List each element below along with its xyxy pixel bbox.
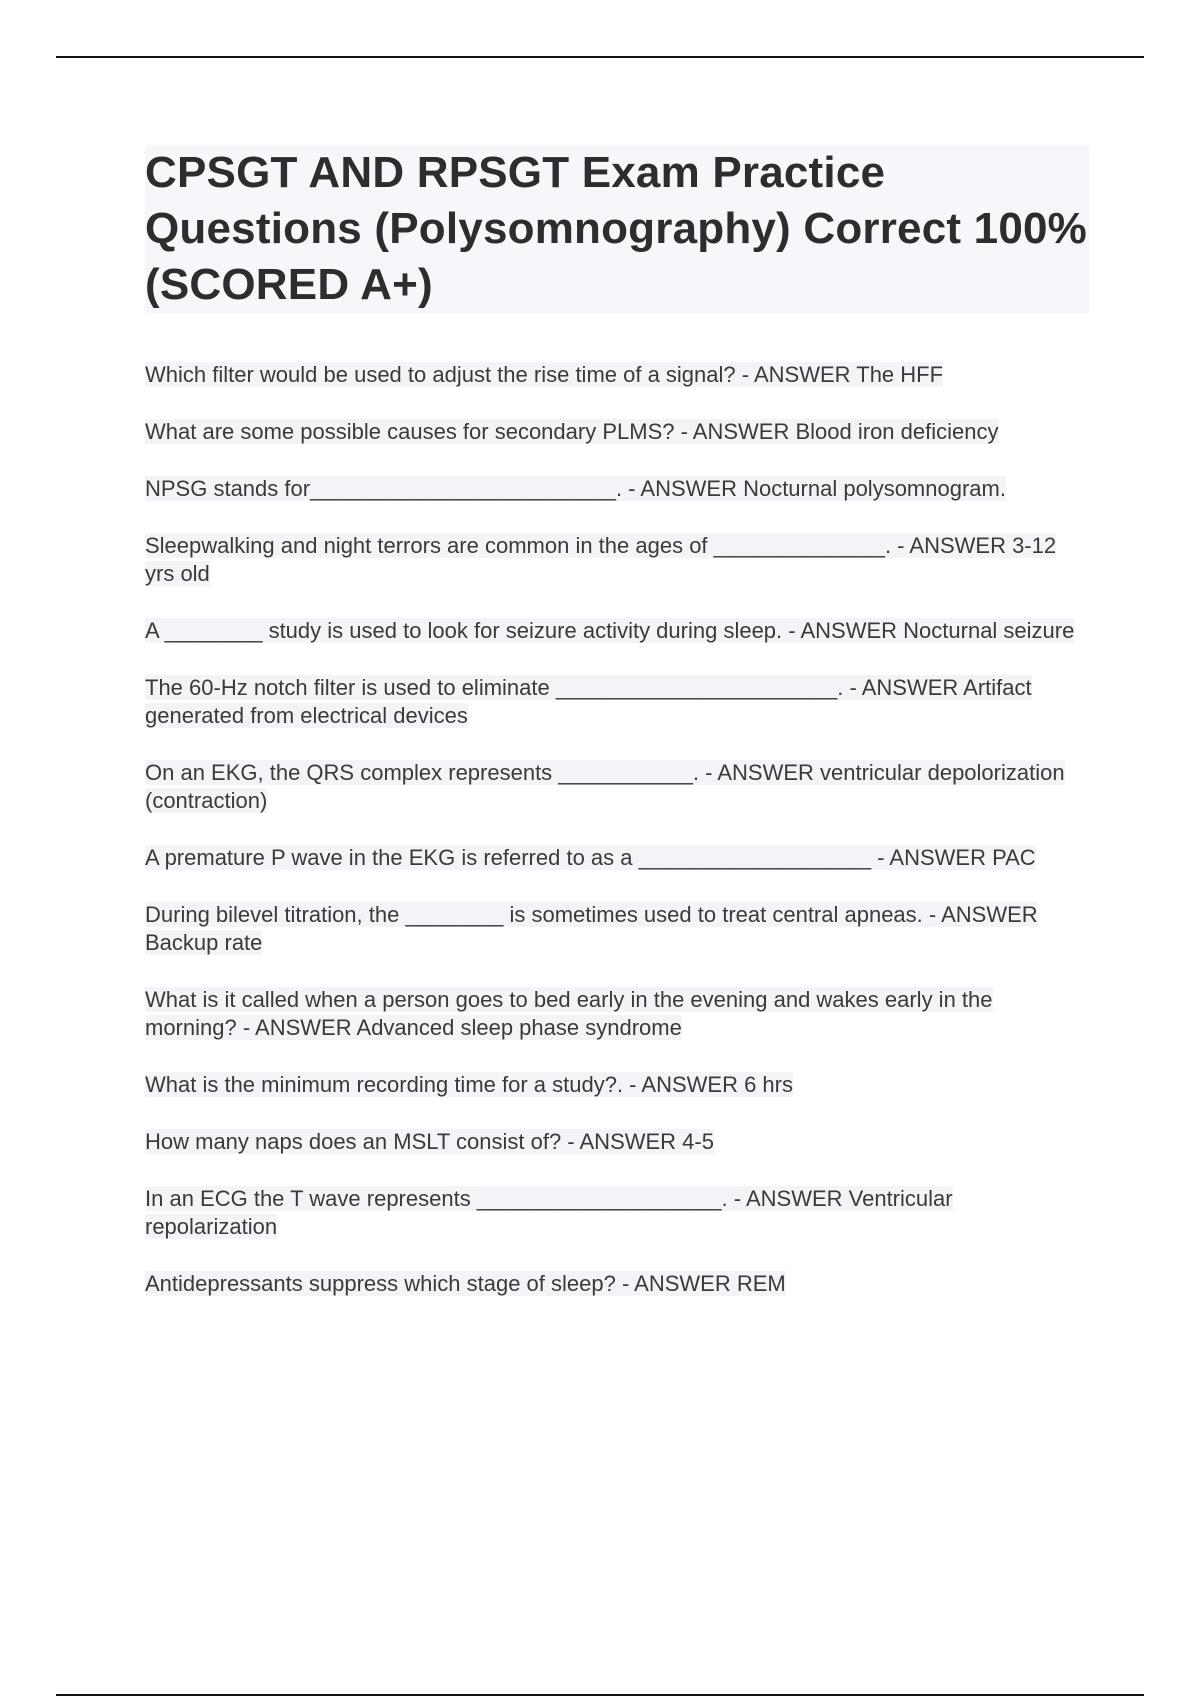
qa-item [145,1071,1090,1099]
qa-item [145,1185,1090,1241]
qa-text: A ________ study is used to look for seizure activity during sleep. - ANSWER Nocturnal seizure [145,618,1075,643]
qa-text: What are some possible causes for secondary PLMS? - ANSWER Blood iron deficiency [145,419,999,444]
qa-text: On an EKG, the QRS complex represents ___________. - ANSWER ventricular depolorization (contraction) [145,760,1065,813]
document-title: CPSGT AND RPSGT Exam Practice Questions (Polysomnography) Correct 100%(SCORED A+) [145,145,1090,313]
top-rule [56,56,1144,58]
qa-text: A premature P wave in the EKG is referred to as a ___________________ - ANSWER PAC [145,845,1036,870]
qa-item [145,361,1090,389]
qa-text: Antidepressants suppress which stage of sleep? - ANSWER REM [145,1271,786,1296]
qa-list [145,361,1090,1298]
qa-item [145,1270,1090,1298]
qa-text: In an ECG the T wave represents ____________________. - ANSWER Ventricular repolarization [145,1186,953,1239]
qa-item [145,475,1090,503]
qa-item [145,674,1090,730]
qa-item [145,759,1090,815]
qa-text: What is it called when a person goes to bed early in the evening and wakes early in the morning? - ANSWER Advanced sleep phase syndrome [145,987,993,1040]
qa-text: During bilevel titration, the ________ is sometimes used to treat central apneas. - ANSWER Backup rate [145,902,1038,955]
qa-item [145,901,1090,957]
qa-item [145,418,1090,446]
qa-item [145,844,1090,872]
qa-text: NPSG stands for_________________________. - ANSWER Nocturnal polysomnogram. [145,476,1006,501]
qa-item [145,986,1090,1042]
document-body [145,145,1090,1327]
qa-text: How many naps does an MSLT consist of? - ANSWER 4-5 [145,1129,714,1154]
qa-item [145,617,1090,645]
qa-text: Sleepwalking and night terrors are common in the ages of ______________. - ANSWER 3-12 yrs old [145,533,1057,586]
qa-text: Which filter would be used to adjust the rise time of a signal? - ANSWER The HFF [145,362,944,387]
bottom-rule [56,1694,1144,1696]
qa-item [145,532,1090,588]
qa-text: What is the minimum recording time for a study?. - ANSWER 6 hrs [145,1072,793,1097]
qa-text: The 60-Hz notch filter is used to eliminate _______________________. - ANSWER Artifact generated from electrical devices [145,675,1032,728]
qa-item [145,1128,1090,1156]
